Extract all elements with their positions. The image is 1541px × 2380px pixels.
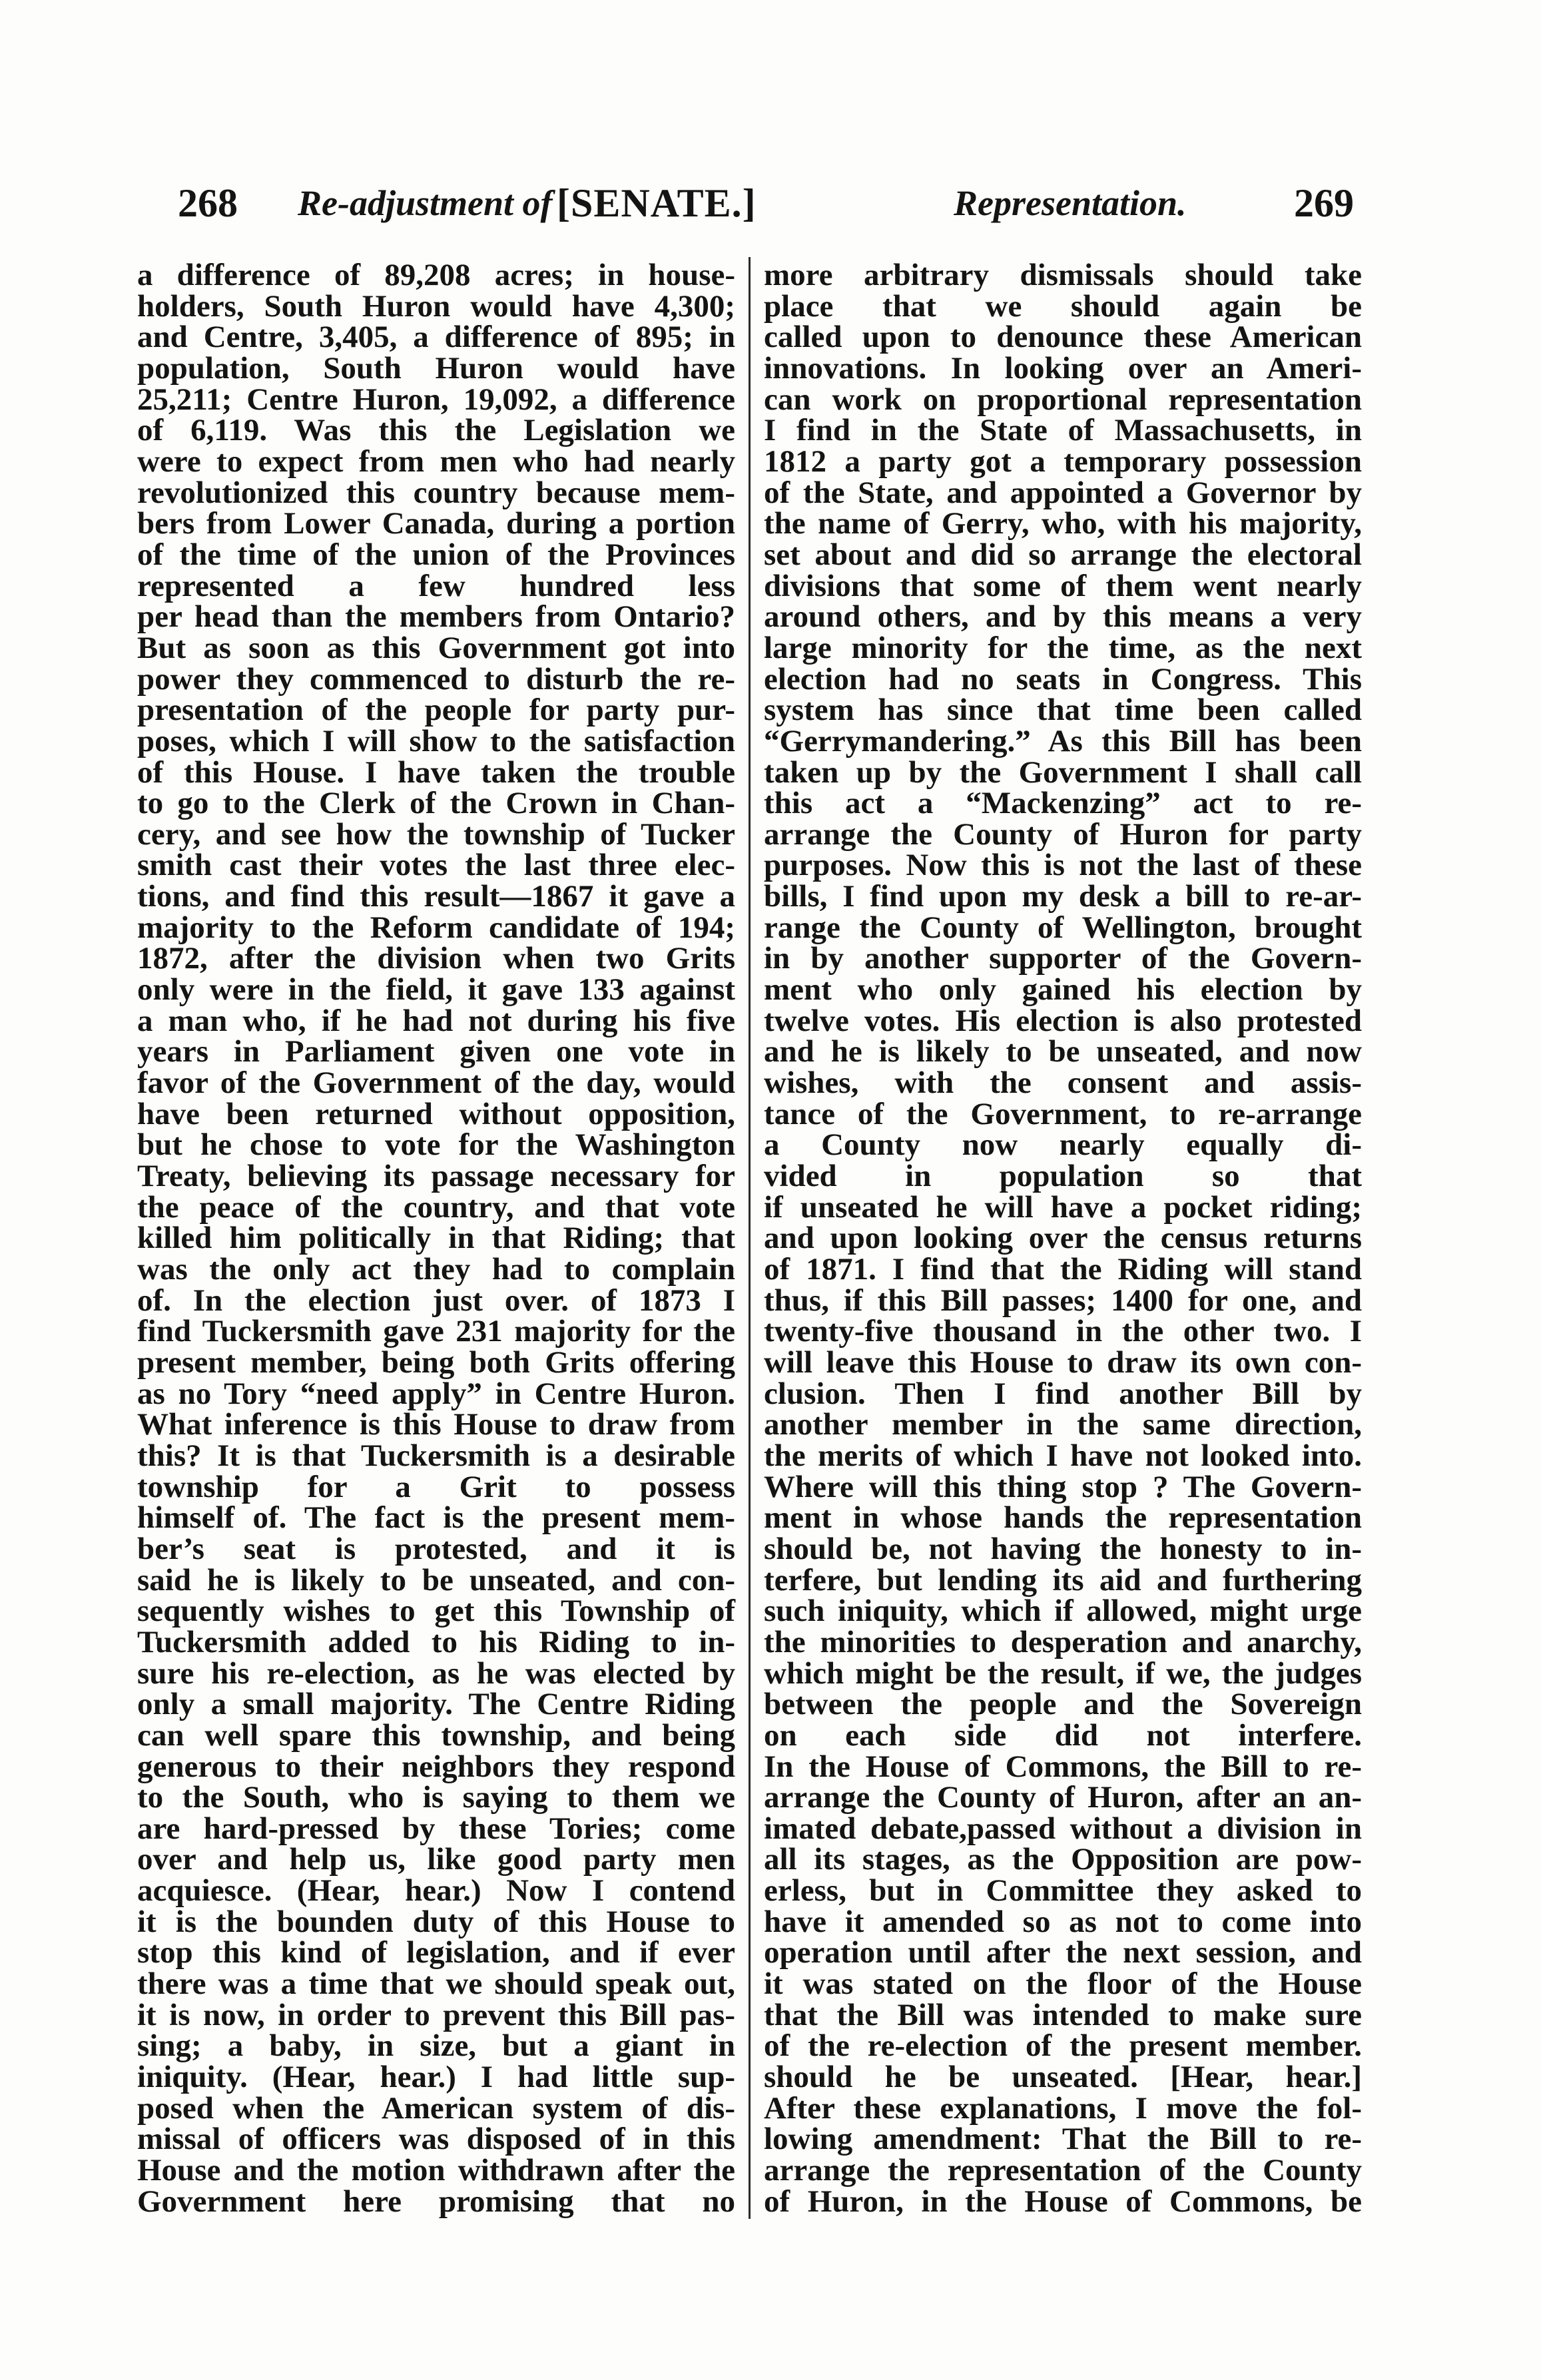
text-line: Government here promising that no: [137, 2184, 735, 2219]
text-line: erless, but in Committee they asked to: [764, 1873, 1362, 1909]
text-line: this? It is that Tuckersmith is a desirable: [137, 1438, 735, 1473]
text-line: a County now nearly equally di-: [764, 1127, 1362, 1163]
text-line: sure his re-election, as he was elected by: [137, 1655, 735, 1691]
text-line: bers from Lower Canada, during a portion: [137, 506, 735, 541]
text-line: set about and did so arrange the electoral: [764, 537, 1362, 572]
text-line: I find in the State of Massachusetts, in: [764, 413, 1362, 448]
text-line: of the State, and appointed a Governor by: [764, 475, 1362, 510]
text-line: if unseated he will have a pocket riding;: [764, 1189, 1362, 1225]
left-page-number: 268: [178, 181, 238, 225]
text-line: it is now, in order to prevent this Bill pas-: [137, 1997, 735, 2032]
text-line: over and help us, like good party men: [137, 1842, 735, 1877]
text-line: the merits of which I have not looked into.: [764, 1438, 1362, 1473]
text-line: divisions that some of them went nearly: [764, 568, 1362, 603]
text-line: twenty-five thousand in the other two. I: [764, 1314, 1362, 1349]
text-line: operation until after the next session, and: [764, 1935, 1362, 1970]
text-line: large minority for the time, as the next: [764, 630, 1362, 665]
text-line: ment in whose hands the representation: [764, 1500, 1362, 1536]
text-line: are hard-pressed by these Tories; come: [137, 1811, 735, 1846]
text-line: population, South Huron would have: [137, 350, 735, 386]
text-line: should he be unseated. [Hear, hear.]: [764, 2060, 1362, 2095]
text-line: all its stages, as the Opposition are pow-: [764, 1842, 1362, 1877]
text-line: the minorities to desperation and anarchy,: [764, 1624, 1362, 1659]
column-divider: [749, 257, 751, 2219]
text-line: missal of officers was disposed of in this: [137, 2122, 735, 2157]
text-line: have been returned without opposition,: [137, 1096, 735, 1131]
text-line: ber’s seat is protested, and it is: [137, 1531, 735, 1566]
text-line: and upon looking over the census returns: [764, 1221, 1362, 1256]
text-line: range the County of Wellington, brought: [764, 910, 1362, 945]
text-line: can work on proportional representation: [764, 382, 1362, 417]
text-line: arrange the representation of the County: [764, 2153, 1362, 2188]
text-line: But as soon as this Government got into: [137, 630, 735, 665]
text-line: system has since that time been called: [764, 693, 1362, 728]
right-running-title: Representation.: [954, 183, 1187, 223]
text-line: should be, not having the honesty to in-: [764, 1531, 1362, 1566]
text-line: the name of Gerry, who, with his majority,: [764, 506, 1362, 541]
text-line: place that we should again be: [764, 288, 1362, 324]
text-line: What inference is this House to draw from: [137, 1407, 735, 1442]
right-column: [764, 260, 1362, 2217]
text-line: Where will this thing stop ? The Govern-: [764, 1469, 1362, 1504]
text-line: years in Parliament given one vote in: [137, 1034, 735, 1069]
text-line: only a small majority. The Centre Riding: [137, 1687, 735, 1722]
text-line: of Huron, in the House of Commons, be: [764, 2184, 1362, 2219]
text-line: of this House. I have taken the trouble: [137, 754, 735, 790]
text-line: killed him politically in that Riding; that: [137, 1221, 735, 1256]
text-line: terfere, but lending its aid and furthering: [764, 1562, 1362, 1598]
text-line: was the only act they had to complain: [137, 1252, 735, 1287]
text-line: a difference of 89,208 acres; in house-: [137, 258, 735, 292]
text-line: posed when the American system of dis-: [137, 2090, 735, 2126]
section-heading: [SENATE.]: [557, 181, 757, 225]
text-line: clusion. Then I find another Bill by: [764, 1376, 1362, 1411]
text-line: more arbitrary dismissals should take: [764, 258, 1362, 292]
text-line: only were in the field, it gave 133 against: [137, 972, 735, 1008]
text-line: a man who, if he had not during his five: [137, 1003, 735, 1038]
text-line: such iniquity, which if allowed, might urge: [764, 1594, 1362, 1629]
text-line: holders, South Huron would have 4,300;: [137, 288, 735, 324]
text-line: to go to the Clerk of the Crown in Chan-: [137, 786, 735, 821]
text-line: called upon to denounce these American: [764, 320, 1362, 355]
text-line: lowing amendment: That the Bill to re-: [764, 2122, 1362, 2157]
text-line: favor of the Government of the day, would: [137, 1065, 735, 1101]
text-line: 25,211; Centre Huron, 19,092, a difference: [137, 382, 735, 417]
text-line: represented a few hundred less: [137, 568, 735, 603]
text-line: acquiesce. (Hear, hear.) Now I contend: [137, 1873, 735, 1909]
text-line: poses, which I will show to the satisfaction: [137, 723, 735, 758]
text-line: township for a Grit to possess: [137, 1469, 735, 1504]
text-line: between the people and the Sovereign: [764, 1687, 1362, 1722]
text-line: revolutionized this country because mem-: [137, 475, 735, 510]
text-line: of 1871. I find that the Riding will stand: [764, 1252, 1362, 1287]
text-line: purposes. Now this is not the last of these: [764, 848, 1362, 883]
text-line: sing; a baby, in size, but a giant in: [137, 2028, 735, 2064]
text-line: around others, and by this means a very: [764, 599, 1362, 635]
text-line: imated debate,passed without a division in: [764, 1811, 1362, 1846]
text-line: tions, and find this result—1867 it gave a: [137, 879, 735, 914]
text-line: find Tuckersmith gave 231 majority for the: [137, 1314, 735, 1349]
text-line: and he is likely to be unseated, and now: [764, 1034, 1362, 1069]
text-line: as no Tory “need apply” in Centre Huron.: [137, 1376, 735, 1411]
text-line: power they commenced to disturb the re-: [137, 661, 735, 697]
text-line: generous to their neighbors they respond: [137, 1749, 735, 1784]
text-line: per head than the members from Ontario?: [137, 599, 735, 635]
text-line: After these explanations, I move the fol-: [764, 2090, 1362, 2126]
text-line: innovations. In looking over an Ameri-: [764, 350, 1362, 386]
text-line: present member, being both Grits offering: [137, 1344, 735, 1380]
text-line: sequently wishes to get this Township of: [137, 1594, 735, 1629]
text-line: which might be the result, if we, the judges: [764, 1655, 1362, 1691]
text-line: Treaty, believing its passage necessary for: [137, 1159, 735, 1194]
text-line: thus, if this Bill passes; 1400 for one, and: [764, 1283, 1362, 1318]
text-line: there was a time that we should speak out,: [137, 1966, 735, 2002]
left-column: [137, 260, 735, 2217]
text-line: in by another supporter of the Govern-: [764, 941, 1362, 976]
right-page-number: 269: [1294, 181, 1354, 225]
text-line: this act a “Mackenzing” act to re-: [764, 786, 1362, 821]
text-line: 1872, after the division when two Grits: [137, 941, 735, 976]
text-line: smith cast their votes the last three elec-: [137, 848, 735, 883]
text-line: vided in population so that: [764, 1159, 1362, 1194]
text-line: another member in the same direction,: [764, 1407, 1362, 1442]
text-line: majority to the Reform candidate of 194;: [137, 910, 735, 945]
text-line: that the Bill was intended to make sure: [764, 1997, 1362, 2032]
text-line: it was stated on the floor of the House: [764, 1966, 1362, 2002]
text-line: wishes, with the consent and assis-: [764, 1065, 1362, 1101]
text-line: have it amended so as not to come into: [764, 1904, 1362, 1939]
text-line: of the time of the union of the Provinces: [137, 537, 735, 572]
text-line: iniquity. (Hear, hear.) I had little sup-: [137, 2060, 735, 2095]
text-line: election had no seats in Congress. This: [764, 661, 1362, 697]
text-line: twelve votes. His election is also protested: [764, 1003, 1362, 1038]
left-running-title: Re-adjustment of: [298, 183, 553, 223]
text-line: arrange the County of Huron for party: [764, 816, 1362, 852]
text-line: were to expect from men who had nearly: [137, 444, 735, 479]
text-line: on each side did not interfere.: [764, 1717, 1362, 1753]
text-line: of the re-election of the present member.: [764, 2028, 1362, 2064]
text-line: 1812 a party got a temporary possession: [764, 444, 1362, 479]
text-line: it is the bounden duty of this House to: [137, 1904, 735, 1939]
text-line: cery, and see how the township of Tucker: [137, 816, 735, 852]
text-line: but he chose to vote for the Washington: [137, 1127, 735, 1163]
text-line: presentation of the people for party pur-: [137, 693, 735, 728]
text-line: can well spare this township, and being: [137, 1717, 735, 1753]
text-line: himself of. The fact is the present mem-: [137, 1500, 735, 1536]
text-line: bills, I find upon my desk a bill to re-ar-: [764, 879, 1362, 914]
text-line: taken up by the Government I shall call: [764, 754, 1362, 790]
text-line: said he is likely to be unseated, and con-: [137, 1562, 735, 1598]
text-line: Tuckersmith added to his Riding to in-: [137, 1624, 735, 1659]
text-line: to the South, who is saying to them we: [137, 1780, 735, 1815]
text-line: In the House of Commons, the Bill to re-: [764, 1749, 1362, 1784]
text-line: “Gerrymandering.” As this Bill has been: [764, 723, 1362, 758]
text-line: House and the motion withdrawn after the: [137, 2153, 735, 2188]
text-line: tance of the Government, to re-arrange: [764, 1096, 1362, 1131]
text-line: stop this kind of legislation, and if ever: [137, 1935, 735, 1970]
text-line: of 6,119. Was this the Legislation we: [137, 413, 735, 448]
text-line: arrange the County of Huron, after an an-: [764, 1780, 1362, 1815]
text-line: will leave this House to draw its own con-: [764, 1344, 1362, 1380]
text-line: and Centre, 3,405, a difference of 895; in: [137, 320, 735, 355]
text-line: of. In the election just over. of 1873 I: [137, 1283, 735, 1318]
text-line: the peace of the country, and that vote: [137, 1189, 735, 1225]
text-line: ment who only gained his election by: [764, 972, 1362, 1008]
